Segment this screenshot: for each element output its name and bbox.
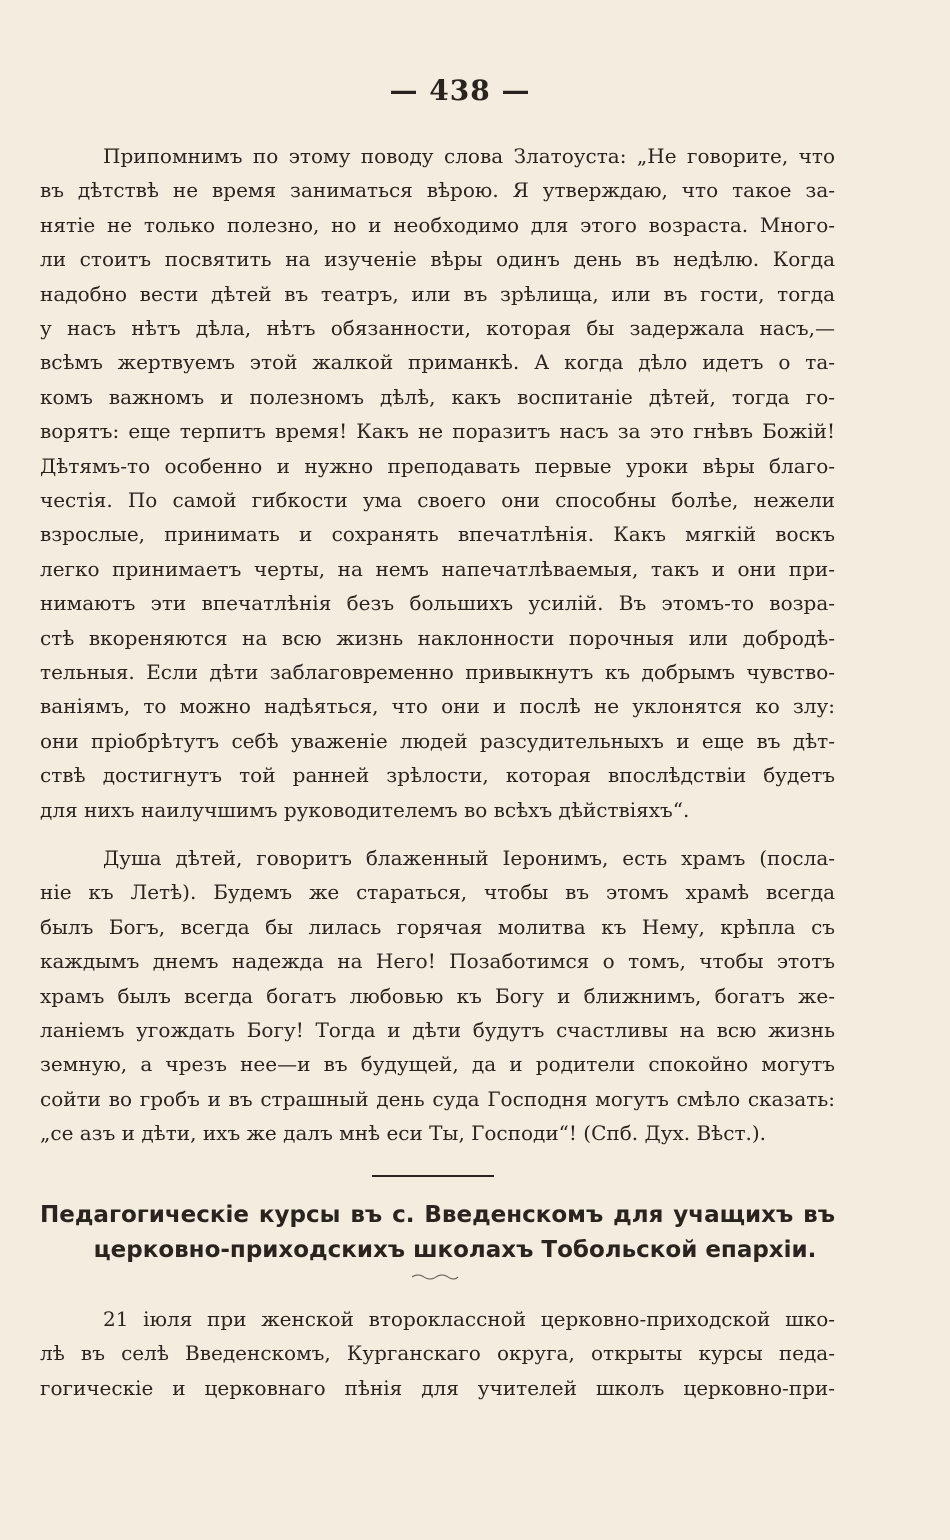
text-line: сойти во гробъ и въ страшный день суда Господня могутъ смѣло сказать: [40, 1086, 835, 1111]
text-line: нимаютъ эти впечатлѣнія безъ большихъ усилій. Въ этомъ-то возра- [40, 591, 835, 616]
text-line: честія. По самой гибкости ума своего они способны болѣе, нежели [40, 488, 835, 512]
text-line: стѣ вкореняются на всю жизнь наклонности порочныя или добродѣ- [40, 625, 835, 650]
text-line: Душа дѣтей, говоритъ блаженный Іеронимъ, есть храмъ (посла- [103, 846, 835, 870]
text-line: они пріобрѣтутъ себѣ уваженіе людей разсудительныхъ и еще въ дѣт- [40, 728, 835, 753]
text-line: комъ важномъ и полезномъ дѣлѣ, какъ воспитаніе дѣтей, тогда го- [40, 384, 835, 409]
section-heading-line-2: церковно-приходскихъ школахъ Тобольской епархіи. [93, 1237, 817, 1263]
text-line: Дѣтямъ-то особенно и нужно преподавать первые уроки вѣры благо- [40, 453, 835, 478]
text-line: храмъ былъ всегда богатъ любовью къ Богу и ближнимъ, богатъ же- [40, 983, 835, 1008]
text-line: былъ Богъ, всегда бы лилась горячая молитва къ Нему, крѣпла съ [40, 914, 835, 939]
text-line: тельныя. Если дѣти заблаговременно привыкнутъ къ добрымъ чувство- [40, 660, 835, 684]
section-divider [372, 1175, 494, 1177]
text-line: легко принимаетъ черты, на немъ напечатлѣваемыя, такъ и они при- [40, 556, 835, 581]
text-line: 21 іюля при женской второклассной церковно-приходской шко- [103, 1307, 835, 1331]
text-line: нятіе не только полезно, но и необходимо для этого возраста. Много- [40, 212, 835, 237]
text-line: земную, а чрезъ нее—и въ будущей, да и родители спокойно могутъ [40, 1052, 835, 1077]
text-line: „се азъ и дѣти, ихъ же далъ мнѣ еси Ты, Господи“! (Спб. Дух. Вѣст.). [40, 1121, 767, 1146]
text-line: ствѣ достигнутъ той ранней зрѣлости, которая впослѣдствіи будетъ [40, 763, 835, 788]
text-line: въ дѣтствѣ не время заниматься вѣрою. Я утверждаю, что такое за- [40, 178, 835, 203]
section-heading-line-1: Педагогическіе курсы въ с. Введенскомъ для учащихъ въ [40, 1202, 835, 1228]
text-line: лѣ въ селѣ Введенскомъ, Курганскаго округа, открыты курсы педа- [40, 1341, 835, 1366]
page-number: — 438 — [389, 74, 531, 107]
text-line: у насъ нѣтъ дѣла, нѣтъ обязанности, которая бы задержала насъ,— [40, 316, 835, 340]
text-line: каждымъ днемъ надежда на Него! Позаботимся о томъ, чтобы этотъ [40, 949, 835, 974]
text-line: ваніямъ, то можно надѣяться, что они и послѣ не уклонятся ко злу: [40, 694, 835, 719]
text-line: гогическіе и церковнаго пѣнія для учителей школъ церковно-при- [40, 1375, 835, 1400]
text-line: ворятъ: еще терпитъ время! Какъ не поразитъ насъ за это гнѣвъ Божій! [40, 419, 835, 444]
text-line: надобно вести дѣтей въ театръ, или въ зрѣлища, или въ гости, тогда [40, 281, 835, 306]
text-line: ніе къ Летѣ). Будемъ же стараться, чтобы въ этомъ храмѣ всегда [40, 880, 835, 905]
text-line: всѣмъ жертвуемъ этой жалкой приманкѣ. А когда дѣло идетъ о та- [40, 350, 835, 375]
decorative-tilde-ornament [410, 1273, 460, 1281]
text-line: взрослые, принимать и сохранять впечатлѣнія. Какъ мягкій воскъ [40, 522, 835, 547]
text-line: ланіемъ угождать Богу! Тогда и дѣти будутъ счастливы на всю жизнь [40, 1018, 835, 1042]
text-line: ли стоитъ посвятить на изученіе вѣры одинъ день въ недѣлю. Когда [40, 247, 835, 272]
text-line: для нихъ наилучшимъ руководителемъ во всѣхъ дѣйствіяхъ“. [40, 797, 690, 822]
text-line: Припомнимъ по этому поводу слова Златоуста: „Не говорите, что [103, 144, 835, 168]
